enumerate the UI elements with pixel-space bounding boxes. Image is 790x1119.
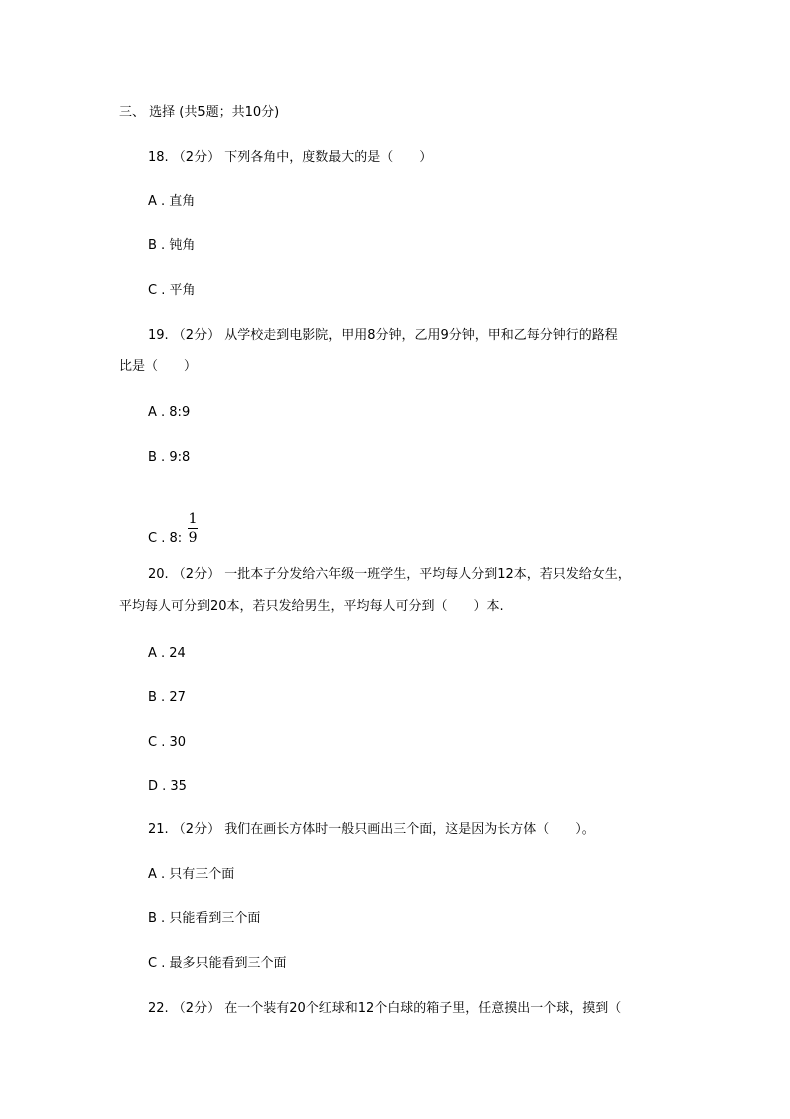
question-18-option-c: C . 平角 bbox=[148, 283, 196, 298]
question-20-option-a: A . 24 bbox=[148, 646, 186, 661]
question-20-text: 20. （2分） 一批本子分发给六年级一班学生，平均每人分到12本，若只发给女生， bbox=[148, 567, 631, 582]
question-18-text: 18. （2分） 下列各角中，度数最大的是（ ） bbox=[148, 150, 433, 165]
question-19-option-a: A . 8:9 bbox=[148, 405, 191, 420]
question-20-text-cont: 平均每人可分到20本，若只发给男生，平均每人可分到（ ）本. bbox=[119, 599, 504, 614]
question-20-option-b: B . 27 bbox=[148, 690, 186, 705]
question-22-text: 22. （2分） 在一个装有20个红球和12个白球的箱子里，任意摸出一个球，摸到（ bbox=[148, 1001, 622, 1016]
question-20-option-d: D . 35 bbox=[148, 779, 187, 794]
fraction-numerator: 1 bbox=[188, 511, 198, 527]
question-19-option-b: B . 9:8 bbox=[148, 450, 191, 465]
question-20-option-c: C . 30 bbox=[148, 735, 187, 750]
question-19-text: 19. （2分） 从学校走到电影院，甲用8分钟，乙用9分钟，甲和乙每分钟行的路程 bbox=[148, 328, 618, 343]
question-19-text-cont: 比是（ ） bbox=[119, 359, 198, 374]
fraction-bar bbox=[188, 528, 198, 529]
question-21-option-c: C . 最多只能看到三个面 bbox=[148, 956, 287, 971]
fraction-denominator: 9 bbox=[188, 530, 198, 546]
question-18-option-b: B . 钝角 bbox=[148, 238, 196, 253]
question-21-text: 21. （2分） 我们在画长方体时一般只画出三个面，这是因为长方体（ ）。 bbox=[148, 822, 595, 837]
question-21-option-b: B . 只能看到三个面 bbox=[148, 911, 261, 926]
fraction-one-ninth bbox=[188, 511, 198, 546]
section-title: 三、 选择 (共5题；共10分) bbox=[119, 105, 280, 120]
question-21-option-a: A . 只有三个面 bbox=[148, 867, 235, 882]
question-18-option-a: A . 直角 bbox=[148, 194, 196, 209]
question-19-option-c bbox=[148, 511, 198, 556]
question-19-option-c-label: C . 8: bbox=[148, 531, 183, 546]
